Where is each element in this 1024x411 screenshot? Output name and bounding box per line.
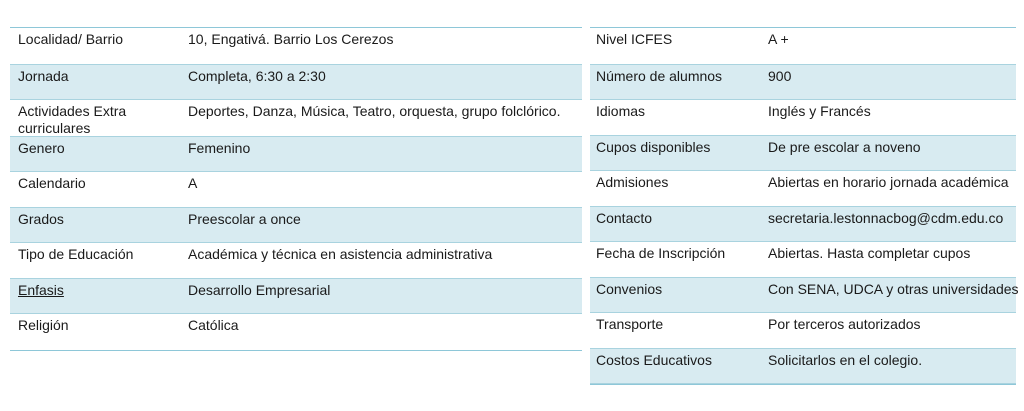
row-value: A + — [768, 31, 789, 47]
row-label: Localidad/ Barrio — [18, 31, 124, 47]
table-row — [590, 64, 1016, 100]
row-value: 10, Engativá. Barrio Los Cerezos — [188, 31, 394, 47]
row-value: Católica — [188, 317, 239, 333]
school-info-table-left — [10, 27, 582, 351]
row-value: Completa, 6:30 a 2:30 — [188, 68, 326, 84]
row-value: Con SENA, UDCA y otras universidades — [768, 281, 1019, 297]
row-value: Abiertas en horario jornada académica — [768, 174, 1009, 190]
row-value: Abiertas. Hasta completar cupos — [768, 245, 971, 261]
table-row — [590, 171, 1016, 206]
table-row — [590, 313, 1016, 348]
row-value: Solicitarlos en el colegio. — [768, 352, 923, 368]
row-value: A — [188, 175, 198, 191]
table-row — [10, 28, 582, 64]
row-value: Femenino — [188, 140, 251, 156]
table-bottom-border — [10, 350, 582, 351]
row-label: Genero — [18, 140, 65, 156]
row-value: Inglés y Francés — [768, 103, 871, 119]
row-value: Deportes, Danza, Música, Teatro, orquesta, grupo folclórico. — [188, 103, 561, 119]
row-label: Cupos disponibles — [596, 139, 711, 155]
table-row — [590, 242, 1016, 277]
row-label: Costos Educativos — [596, 352, 712, 368]
row-value: Preescolar a once — [188, 211, 301, 227]
table-row — [590, 348, 1016, 384]
row-value: Desarrollo Empresarial — [188, 282, 331, 298]
school-info-table-right — [590, 27, 1019, 385]
row-label: Nivel ICFES — [596, 31, 673, 47]
table-row — [590, 135, 1016, 171]
table-row — [590, 28, 1016, 64]
row-value: Por terceros autorizados — [768, 316, 921, 332]
row-label: Admisiones — [596, 174, 669, 190]
row-label: Idiomas — [596, 103, 646, 119]
table-row — [590, 277, 1019, 313]
table-row — [10, 172, 582, 207]
row-label: Fecha de Inscripción — [596, 245, 726, 261]
row-value: De pre escolar a noveno — [768, 139, 921, 155]
row-label: Actividades Extra curriculares — [18, 103, 127, 136]
row-label: Tipo de Educación — [18, 246, 134, 262]
row-value: secretaria.lestonnacbog@cdm.edu.co — [768, 210, 1004, 226]
row-label: Grados — [18, 211, 64, 227]
table-row — [10, 278, 582, 314]
row-label: Religión — [18, 317, 69, 333]
row-label: Convenios — [596, 281, 663, 297]
table-row — [10, 314, 582, 350]
row-label: Jornada — [18, 68, 69, 84]
row-label: Transporte — [596, 316, 664, 332]
table-bottom-border — [590, 384, 1016, 385]
row-value: Académica y técnica en asistencia administrativa — [188, 246, 493, 262]
row-label: Número de alumnos — [596, 68, 723, 84]
row-label: Enfasis — [18, 282, 64, 298]
row-label: Calendario — [18, 175, 86, 191]
row-value: 900 — [768, 68, 792, 84]
table-row — [590, 100, 1016, 135]
table-row — [10, 64, 582, 100]
table-row — [10, 136, 582, 172]
table-row — [10, 207, 582, 243]
table-row — [590, 206, 1016, 242]
table-row — [10, 243, 582, 278]
row-label: Contacto — [596, 210, 653, 226]
table-row — [10, 100, 582, 136]
